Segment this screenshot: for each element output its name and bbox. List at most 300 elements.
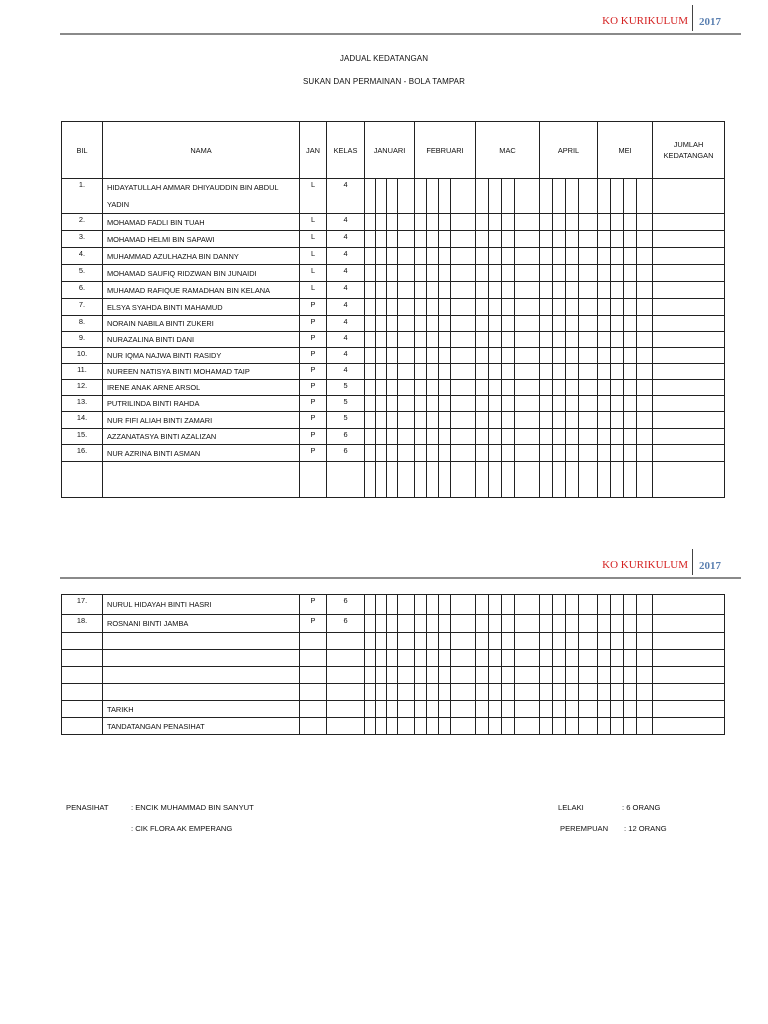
attendance-cell (415, 316, 427, 332)
attendance-cell (502, 179, 515, 214)
penasihat-name-1: : ENCIK MUHAMMAD BIN SANYUT (131, 803, 254, 812)
attendance-cell (598, 231, 611, 248)
attendance-cell (598, 633, 611, 650)
student-name (103, 650, 300, 667)
attendance-cell (566, 615, 579, 633)
row-number: 16. (62, 445, 103, 462)
attendance-cell (515, 615, 540, 633)
attendance-cell (451, 701, 476, 718)
attendance-cell (553, 684, 566, 701)
attendance-cell (427, 231, 439, 248)
attendance-cell (502, 332, 515, 348)
attendance-cell (451, 633, 476, 650)
attendance-cell (365, 265, 376, 282)
attendance-cell (553, 348, 566, 364)
student-class: 6 (327, 445, 365, 462)
attendance-cell (398, 364, 415, 380)
attendance-cell (427, 316, 439, 332)
attendance-cell (489, 684, 502, 701)
attendance-cell (624, 633, 637, 650)
attendance-cell (427, 396, 439, 412)
attendance-cell (427, 214, 439, 231)
attendance-cell (439, 396, 451, 412)
attendance-cell (376, 701, 387, 718)
attendance-cell (579, 332, 598, 348)
attendance-cell (439, 650, 451, 667)
row-number: 5. (62, 265, 103, 282)
attendance-cell (624, 650, 637, 667)
student-name: PUTRILINDA BINTI RAHDA (103, 396, 300, 412)
ko-kurikulum-label: KO KURIKULUM (602, 15, 688, 27)
attendance-cell (579, 396, 598, 412)
attendance-cell (489, 429, 502, 445)
col-header-month: JANUARI (365, 122, 415, 179)
attendance-cell (637, 445, 653, 462)
student-class: 4 (327, 316, 365, 332)
attendance-cell (637, 380, 653, 396)
attendance-cell (515, 316, 540, 332)
attendance-cell (376, 316, 387, 332)
attendance-cell (415, 445, 427, 462)
attendance-cell (451, 650, 476, 667)
blank-row (62, 684, 725, 701)
attendance-cell (502, 299, 515, 316)
penasihat-name-2: : CIK FLORA AK EMPERANG (131, 824, 233, 833)
student-class: 6 (327, 429, 365, 445)
student-class: 4 (327, 248, 365, 265)
attendance-cell (387, 348, 398, 364)
student-class (327, 462, 365, 498)
student-gender: P (300, 299, 327, 316)
attendance-cell (451, 265, 476, 282)
attendance-cell (376, 348, 387, 364)
attendance-cell (489, 462, 502, 498)
total-cell (653, 718, 725, 735)
document-subtitle: SUKAN DAN PERMAINAN - BOLA TAMPAR (303, 77, 465, 86)
attendance-cell (439, 462, 451, 498)
total-cell (653, 684, 725, 701)
attendance-cell (624, 332, 637, 348)
attendance-cell (398, 231, 415, 248)
row-number: 12. (62, 380, 103, 396)
attendance-cell (624, 615, 637, 633)
attendance-cell (451, 299, 476, 316)
attendance-cell (489, 718, 502, 735)
attendance-cell (415, 282, 427, 299)
total-cell (653, 412, 725, 429)
attendance-cell (387, 650, 398, 667)
student-gender: L (300, 265, 327, 282)
attendance-cell (439, 265, 451, 282)
student-class: 4 (327, 299, 365, 316)
attendance-cell (451, 179, 476, 214)
attendance-cell (398, 282, 415, 299)
attendance-cell (439, 248, 451, 265)
student-name (103, 667, 300, 684)
attendance-cell (489, 282, 502, 299)
attendance-cell (579, 299, 598, 316)
attendance-cell (476, 396, 489, 412)
attendance-cell (376, 412, 387, 429)
blank-row (62, 650, 725, 667)
attendance-cell (566, 214, 579, 231)
penasihat-label: PENASIHAT (66, 803, 109, 812)
attendance-cell (427, 348, 439, 364)
attendance-cell (566, 282, 579, 299)
attendance-cell (439, 179, 451, 214)
student-gender: P (300, 445, 327, 462)
attendance-cell (624, 179, 637, 214)
attendance-cell (387, 701, 398, 718)
attendance-cell (415, 214, 427, 231)
attendance-cell (415, 332, 427, 348)
attendance-cell (579, 380, 598, 396)
attendance-cell (540, 462, 553, 498)
attendance-cell (598, 650, 611, 667)
attendance-cell (579, 429, 598, 445)
perempuan-count: : 12 ORANG (624, 824, 667, 833)
student-gender: P (300, 348, 327, 364)
attendance-cell (611, 348, 624, 364)
attendance-cell (387, 299, 398, 316)
attendance-cell (476, 650, 489, 667)
attendance-cell (611, 701, 624, 718)
attendance-cell (415, 396, 427, 412)
header-year: 2017 (699, 560, 721, 572)
col-header-kelas: KELAS (327, 122, 365, 179)
attendance-cell (398, 248, 415, 265)
attendance-cell (566, 231, 579, 248)
row-number (62, 667, 103, 684)
attendance-cell (398, 412, 415, 429)
perempuan-label: PEREMPUAN (560, 824, 609, 833)
attendance-cell (365, 667, 376, 684)
attendance-cell (624, 396, 637, 412)
attendance-cell (553, 214, 566, 231)
attendance-cell (387, 429, 398, 445)
attendance-cell (637, 299, 653, 316)
attendance-cell (598, 684, 611, 701)
attendance-cell (451, 396, 476, 412)
attendance-cell (489, 364, 502, 380)
student-name: NUR AZRINA BINTI ASMAN (103, 445, 300, 462)
attendance-cell (598, 615, 611, 633)
attendance-cell (415, 364, 427, 380)
attendance-table-page-1 (61, 121, 725, 498)
student-gender (300, 701, 327, 718)
student-class (327, 701, 365, 718)
attendance-cell (624, 348, 637, 364)
attendance-cell (387, 332, 398, 348)
attendance-cell (624, 701, 637, 718)
attendance-cell (502, 595, 515, 615)
student-gender: L (300, 179, 327, 214)
attendance-cell (553, 248, 566, 265)
attendance-cell (398, 462, 415, 498)
attendance-cell (566, 396, 579, 412)
attendance-cell (553, 595, 566, 615)
student-name: NURAZALINA BINTI DANI (103, 332, 300, 348)
attendance-cell (515, 248, 540, 265)
total-cell (653, 429, 725, 445)
attendance-cell (637, 332, 653, 348)
student-name: NUR IQMA NAJWA BINTI RASIDY (103, 348, 300, 364)
attendance-cell (637, 701, 653, 718)
attendance-cell (540, 332, 553, 348)
student-name (103, 462, 300, 498)
attendance-cell (415, 667, 427, 684)
student-name: ROSNANI BINTI JAMBA (103, 615, 300, 633)
attendance-cell (553, 701, 566, 718)
attendance-cell (579, 265, 598, 282)
attendance-cell (415, 248, 427, 265)
attendance-cell (540, 179, 553, 214)
attendance-cell (540, 615, 553, 633)
attendance-cell (598, 248, 611, 265)
row-number: 1. (62, 179, 103, 214)
student-name: MOHAMAD FADLI BIN TUAH (103, 214, 300, 231)
attendance-cell (553, 231, 566, 248)
attendance-cell (553, 615, 566, 633)
attendance-cell (598, 364, 611, 380)
attendance-cell (376, 462, 387, 498)
attendance-cell (489, 650, 502, 667)
attendance-cell (611, 650, 624, 667)
attendance-cell (427, 718, 439, 735)
total-cell (653, 248, 725, 265)
attendance-cell (365, 462, 376, 498)
attendance-cell (476, 265, 489, 282)
student-row (62, 248, 725, 265)
attendance-cell (598, 445, 611, 462)
attendance-cell (579, 348, 598, 364)
attendance-cell (365, 595, 376, 615)
attendance-cell (553, 462, 566, 498)
attendance-cell (476, 231, 489, 248)
attendance-cell (579, 179, 598, 214)
attendance-cell (637, 412, 653, 429)
student-gender: L (300, 214, 327, 231)
attendance-cell (579, 248, 598, 265)
attendance-cell (451, 615, 476, 633)
attendance-cell (489, 348, 502, 364)
attendance-cell (624, 462, 637, 498)
student-class: 4 (327, 179, 365, 214)
attendance-cell (398, 595, 415, 615)
attendance-cell (365, 248, 376, 265)
attendance-cell (611, 429, 624, 445)
attendance-cell (540, 231, 553, 248)
student-row (62, 214, 725, 231)
attendance-cell (427, 265, 439, 282)
total-cell (653, 364, 725, 380)
student-row (62, 380, 725, 396)
attendance-cell (624, 214, 637, 231)
attendance-cell (502, 348, 515, 364)
student-class: 5 (327, 380, 365, 396)
attendance-cell (611, 380, 624, 396)
attendance-cell (365, 412, 376, 429)
attendance-cell (365, 364, 376, 380)
attendance-cell (476, 380, 489, 396)
attendance-cell (398, 615, 415, 633)
attendance-cell (451, 718, 476, 735)
row-number: 7. (62, 299, 103, 316)
attendance-cell (415, 299, 427, 316)
attendance-cell (476, 332, 489, 348)
attendance-cell (476, 462, 489, 498)
attendance-cell (553, 667, 566, 684)
student-class: 5 (327, 412, 365, 429)
attendance-cell (427, 445, 439, 462)
attendance-cell (540, 701, 553, 718)
total-cell (653, 445, 725, 462)
row-number: 4. (62, 248, 103, 265)
attendance-cell (515, 214, 540, 231)
attendance-cell (540, 429, 553, 445)
attendance-cell (611, 445, 624, 462)
attendance-cell (624, 412, 637, 429)
attendance-cell (376, 396, 387, 412)
student-row (62, 265, 725, 282)
attendance-cell (376, 364, 387, 380)
attendance-cell (451, 595, 476, 615)
attendance-cell (415, 718, 427, 735)
tarikh-label: TARIKH (103, 701, 300, 718)
attendance-cell (476, 348, 489, 364)
attendance-cell (398, 214, 415, 231)
attendance-cell (515, 445, 540, 462)
row-number: 2. (62, 214, 103, 231)
attendance-cell (566, 332, 579, 348)
attendance-cell (637, 265, 653, 282)
attendance-cell (611, 412, 624, 429)
header-separator (692, 5, 694, 31)
student-gender: L (300, 282, 327, 299)
attendance-cell (376, 282, 387, 299)
attendance-cell (566, 429, 579, 445)
attendance-cell (398, 445, 415, 462)
attendance-cell (439, 684, 451, 701)
attendance-cell (415, 231, 427, 248)
student-name: NUR FIFI ALIAH BINTI ZAMARI (103, 412, 300, 429)
attendance-cell (624, 248, 637, 265)
attendance-cell (611, 299, 624, 316)
student-class: 4 (327, 332, 365, 348)
student-gender: L (300, 231, 327, 248)
total-cell (653, 332, 725, 348)
col-header-jumlah: JUMLAH KEDATANGAN (653, 122, 725, 179)
attendance-cell (540, 718, 553, 735)
student-class: 4 (327, 231, 365, 248)
row-number: 10. (62, 348, 103, 364)
attendance-cell (415, 595, 427, 615)
attendance-cell (415, 348, 427, 364)
attendance-cell (476, 684, 489, 701)
attendance-cell (579, 412, 598, 429)
attendance-cell (502, 650, 515, 667)
attendance-cell (439, 214, 451, 231)
student-gender: P (300, 364, 327, 380)
attendance-cell (598, 380, 611, 396)
attendance-cell (502, 282, 515, 299)
attendance-cell (387, 248, 398, 265)
attendance-cell (502, 615, 515, 633)
attendance-cell (387, 396, 398, 412)
attendance-cell (502, 445, 515, 462)
attendance-cell (398, 718, 415, 735)
student-class (327, 633, 365, 650)
student-class: 4 (327, 364, 365, 380)
attendance-cell (637, 282, 653, 299)
attendance-cell (540, 380, 553, 396)
attendance-cell (398, 667, 415, 684)
attendance-cell (398, 179, 415, 214)
attendance-cell (439, 282, 451, 299)
attendance-cell (365, 633, 376, 650)
total-cell (653, 179, 725, 214)
student-name: AZZANATASYA BINTI AZALIZAN (103, 429, 300, 445)
attendance-cell (515, 380, 540, 396)
attendance-cell (611, 633, 624, 650)
attendance-cell (637, 364, 653, 380)
attendance-cell (553, 412, 566, 429)
attendance-cell (553, 650, 566, 667)
attendance-cell (387, 445, 398, 462)
attendance-cell (451, 332, 476, 348)
row-number (62, 701, 103, 718)
attendance-cell (611, 248, 624, 265)
attendance-cell (611, 462, 624, 498)
attendance-cell (566, 348, 579, 364)
attendance-cell (598, 299, 611, 316)
attendance-cell (598, 332, 611, 348)
attendance-cell (439, 718, 451, 735)
attendance-cell (365, 179, 376, 214)
attendance-cell (427, 595, 439, 615)
student-name (103, 633, 300, 650)
attendance-cell (427, 332, 439, 348)
attendance-cell (427, 633, 439, 650)
attendance-cell (365, 299, 376, 316)
attendance-cell (515, 429, 540, 445)
attendance-cell (566, 684, 579, 701)
total-cell (653, 316, 725, 332)
attendance-cell (365, 214, 376, 231)
attendance-cell (476, 412, 489, 429)
attendance-cell (553, 316, 566, 332)
attendance-cell (540, 633, 553, 650)
attendance-cell (451, 462, 476, 498)
attendance-cell (611, 684, 624, 701)
attendance-cell (502, 396, 515, 412)
total-cell (653, 265, 725, 282)
attendance-cell (415, 684, 427, 701)
attendance-cell (376, 332, 387, 348)
attendance-cell (439, 299, 451, 316)
attendance-cell (451, 316, 476, 332)
attendance-cell (489, 248, 502, 265)
attendance-cell (515, 396, 540, 412)
blank-row (62, 462, 725, 498)
attendance-cell (365, 650, 376, 667)
attendance-cell (553, 179, 566, 214)
attendance-cell (553, 364, 566, 380)
attendance-cell (415, 633, 427, 650)
attendance-cell (502, 364, 515, 380)
attendance-cell (515, 364, 540, 380)
attendance-cell (427, 462, 439, 498)
